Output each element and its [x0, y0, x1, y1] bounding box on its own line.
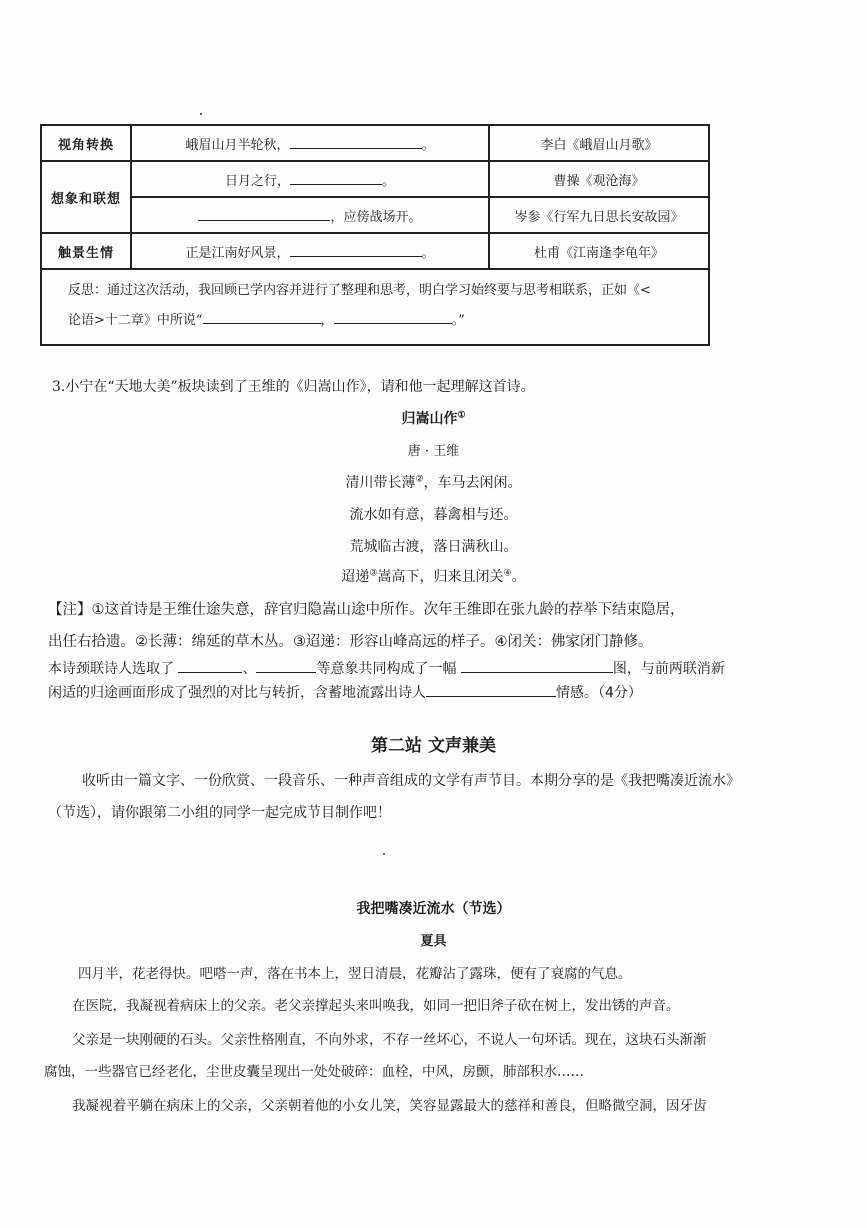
line-suffix: 。 — [382, 173, 396, 189]
footnote-mark: ① — [457, 410, 466, 421]
line-cell — [131, 125, 489, 161]
essay-author: 夏具 — [420, 934, 447, 949]
poem-line: 荒城临古渡，落日满秋山。 — [349, 539, 518, 555]
task-text: 闲适的归途画面形成了强烈的对比与转折，含蓄地流露出诗人 — [48, 685, 426, 701]
line-suffix: ，应傍战场开。 — [330, 209, 422, 225]
footnote-mark: ② — [415, 474, 424, 485]
reflection-end: 。” — [451, 313, 465, 328]
task-text: 等意象共同构成了一幅 — [316, 661, 457, 677]
answer-blank[interactable] — [198, 206, 330, 221]
section-title: 第二站 文声兼美 — [371, 736, 496, 756]
table-row — [41, 233, 709, 269]
table-row — [41, 269, 709, 345]
answer-blank[interactable] — [290, 242, 422, 257]
answer-blank[interactable] — [178, 658, 242, 673]
poem-text: 嵩高下，归来且闭关 — [377, 569, 504, 585]
line-suffix: 。 — [421, 245, 435, 261]
question-3-prompt: 3.小宁在“天地大美”板块读到了王维的《归嵩山作》，请和他一起理解这首诗。 — [52, 379, 535, 395]
task-text: 本诗颈联诗人选取了 — [48, 661, 174, 677]
source-cell: 李白《峨眉山月歌》 — [489, 125, 709, 161]
table-row — [41, 161, 709, 197]
poem-note-line-2: 出任右拾遗。②长薄：绵延的草木丛。③迢递：形容山峰高远的样子。④闭关：佛家闭门静修。 — [48, 634, 653, 650]
poem-note-line-1: 【注】①这首诗是王维仕途失意，辞官归隐嵩山途中所作。次年王维即在张九龄的荐举下结束隐居， — [48, 602, 685, 618]
line-text: 日月之行， — [224, 173, 290, 189]
poem-title — [0, 408, 867, 428]
category-cell: 触景生情 — [41, 233, 131, 269]
answer-blank[interactable] — [203, 309, 321, 324]
line-cell — [131, 161, 489, 197]
line-cell — [131, 197, 489, 233]
poem-text: 迢递 — [341, 569, 370, 585]
poem-title-text: 归嵩山作 — [401, 411, 458, 427]
footnote-mark: ④ — [503, 568, 512, 579]
poem-author: 唐 · 王维 — [407, 444, 460, 459]
essay-paragraph-2: 在医院，我凝视着病床上的父亲。老父亲撑起头来叫唤我，如同一把旧斧子砍在树上，发出锈的声音。 — [72, 998, 680, 1014]
section-intro-1: 收听由一篇文字、一份欣赏、一段音乐、一种声音组成的文学有声节目。本期分享的是《我把嘴凑近流水》 — [82, 773, 740, 789]
answer-blank[interactable] — [256, 658, 316, 673]
task-text: 图，与前两联消新 — [612, 661, 725, 677]
poem-line: 流水如有意，暮禽相与还。 — [349, 507, 518, 523]
source-cell: 曹操《观沧海》 — [489, 161, 709, 197]
essay-paragraph-4: 我凝视着平躺在病床上的父亲，父亲朝着他的小女儿笑，笑容显露最大的慈祥和善良，但略微空洞，因牙齿 — [72, 1098, 707, 1114]
table-row — [41, 125, 709, 161]
line-suffix: 。 — [421, 137, 435, 153]
answer-blank[interactable] — [290, 134, 422, 149]
line-text: 正是江南好风景， — [185, 245, 290, 261]
task-text: 情感。（4分） — [556, 685, 642, 701]
answer-blank[interactable] — [290, 170, 382, 185]
table-row — [41, 197, 709, 233]
answer-blank[interactable] — [461, 658, 613, 673]
category-cell: 想象和联想 — [41, 161, 131, 233]
task-line-1 — [48, 658, 725, 678]
essay-paragraph-3b: 腐蚀，一些器官已经老化，尘世皮囊呈现出一处处破碎：血栓，中风，房颤，肺部积水…… — [44, 1064, 584, 1080]
essay-paragraph-3a: 父亲是一块刚硬的石头。父亲性格刚直，不向外求，不存一丝坏心，不说人一句坏话。现在，这块石头渐渐 — [72, 1032, 707, 1048]
scan-speck — [200, 113, 202, 115]
poem-text: 。 — [511, 569, 526, 585]
reflection-mid: ， — [320, 313, 334, 328]
section-intro-2: （节选），请你跟第二小组的同学一起完成节目制作吧！ — [48, 805, 391, 821]
source-cell: 岑参《行军九日思长安故园》 — [489, 197, 709, 233]
reflection-prefix: 论语>十二章》中所说“ — [68, 313, 203, 328]
line-cell — [131, 233, 489, 269]
source-cell: 杜甫《江南逢李龟年》 — [489, 233, 709, 269]
reflection-line-2 — [68, 306, 682, 336]
review-table — [40, 124, 710, 346]
category-cell: 视角转换 — [41, 125, 131, 161]
poem-line — [0, 472, 867, 492]
essay-paragraph-1: 四月半，花老得快。吧嗒一声，落在书本上，翌日清晨，花瓣沾了露珠，便有了衰腐的气息。 — [78, 966, 632, 982]
line-text: 峨眉山月半轮秋， — [185, 137, 290, 153]
reflection-cell — [41, 269, 709, 345]
poem-line — [0, 566, 867, 586]
answer-blank[interactable] — [334, 309, 452, 324]
footnote-mark: ③ — [369, 568, 378, 579]
task-line-2 — [48, 682, 642, 702]
scan-speck — [383, 853, 385, 855]
reflection-line-1: 反思：通过这次活动，我回顾已学内容并进行了整理和思考，明白学习始终要与思考相联系，正如《< — [68, 283, 651, 298]
answer-blank[interactable] — [426, 682, 556, 697]
poem-text: 清川带长薄 — [345, 475, 416, 491]
essay-title: 我把嘴凑近流水（节选） — [356, 901, 511, 917]
task-text: 、 — [242, 661, 257, 677]
poem-text: ，车马去闲闲。 — [423, 475, 522, 491]
